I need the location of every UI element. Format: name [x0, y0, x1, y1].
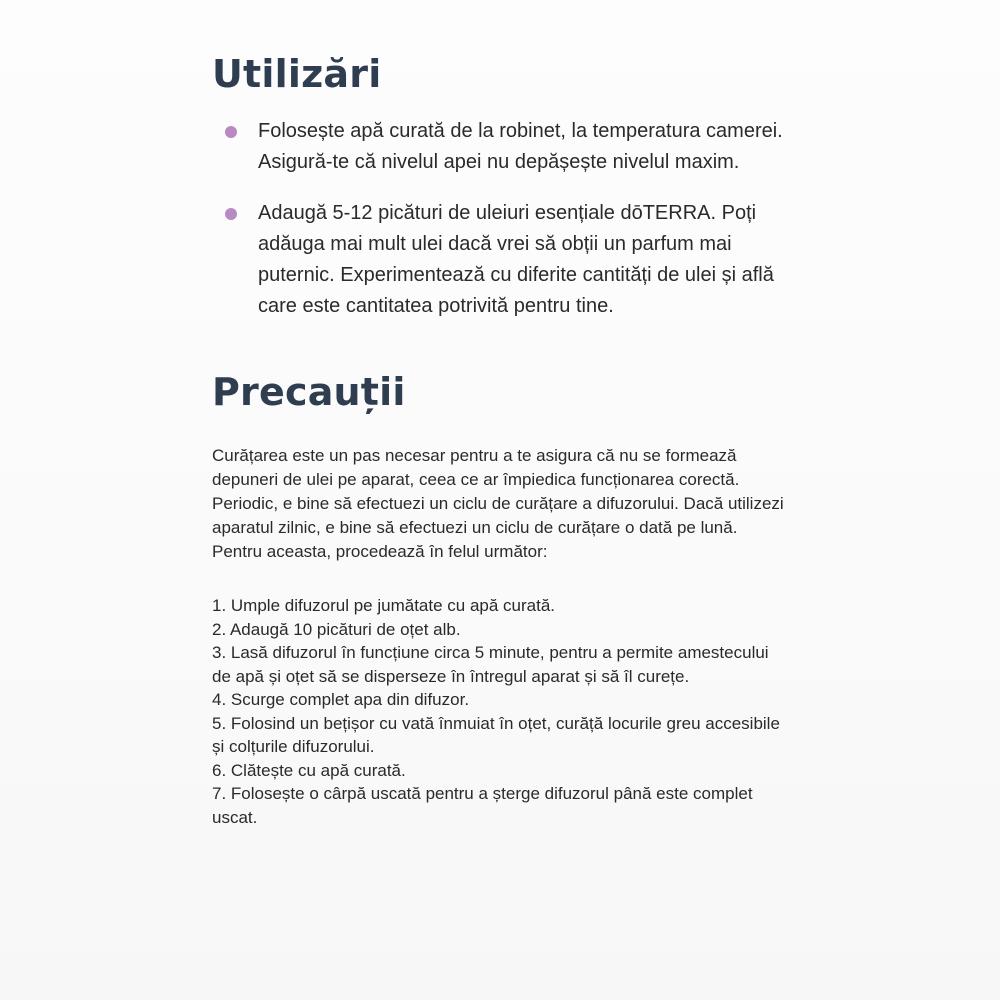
bullet-dot-icon: [225, 208, 237, 220]
cleaning-step: 4. Scurge complet apa din difuzor.: [212, 690, 470, 709]
document-content: [212, 52, 787, 829]
usage-bullet-item: [212, 116, 787, 178]
cleaning-steps-list: [212, 594, 787, 829]
precautions-section: [212, 370, 787, 829]
cleaning-step: 6. Clătește cu apă curată.: [212, 760, 406, 780]
cleaning-step: 5. Folosind un bețișor cu vată înmuiat în oțet, curăță locurile greu accesibile și colțurile difuzorului.: [212, 713, 780, 756]
precautions-intro-paragraph: Curățarea este un pas necesar pentru a te asigura că nu se formează depuneri de ulei pe aparat, ceea ce ar împiedica funcționarea corectă. Periodic, e bine să efectuezi un ciclu de curățare a difuzorului. Dacă utilizezi aparatul zilnic, e bine să efectuezi un ciclu de curățare o dată pe lună. Pentru aceasta, procedează în felul următor:: [212, 446, 784, 561]
usage-section: [212, 52, 787, 322]
cleaning-step: 1. Umple difuzorul pe jumătate cu apă curată.: [212, 596, 556, 615]
usage-bullet-list: [212, 116, 787, 322]
cleaning-step: 7. Folosește o cârpă uscată pentru a șterge difuzorul până este complet uscat.: [212, 784, 753, 827]
usage-bullet-text: Adaugă 5-12 picături de uleiuri esențiale dōTERRA. Poți adăuga mai mult ulei dacă vrei să obții un parfum mai puternic. Experimentează cu diferite cantități de ulei și află care este cantitatea potrivită pentru tine.: [258, 202, 774, 317]
cleaning-step: 3. Lasă difuzorul în funcțiune circa 5 minute, pentru a permite amestecului de apă și oțet să se disperseze în întregul aparat și să îl curețe.: [212, 643, 769, 686]
usage-heading: Utilizări: [212, 52, 382, 96]
usage-bullet-item: [212, 198, 787, 322]
bullet-dot-icon: [225, 126, 237, 138]
usage-bullet-text: Folosește apă curată de la robinet, la temperatura camerei. Asigură-te că nivelul apei nu depășește nivelul maxim.: [258, 120, 783, 173]
precautions-heading: Precauții: [212, 370, 406, 414]
cleaning-step: 2. Adaugă 10 picături de oțet alb.: [212, 619, 461, 639]
